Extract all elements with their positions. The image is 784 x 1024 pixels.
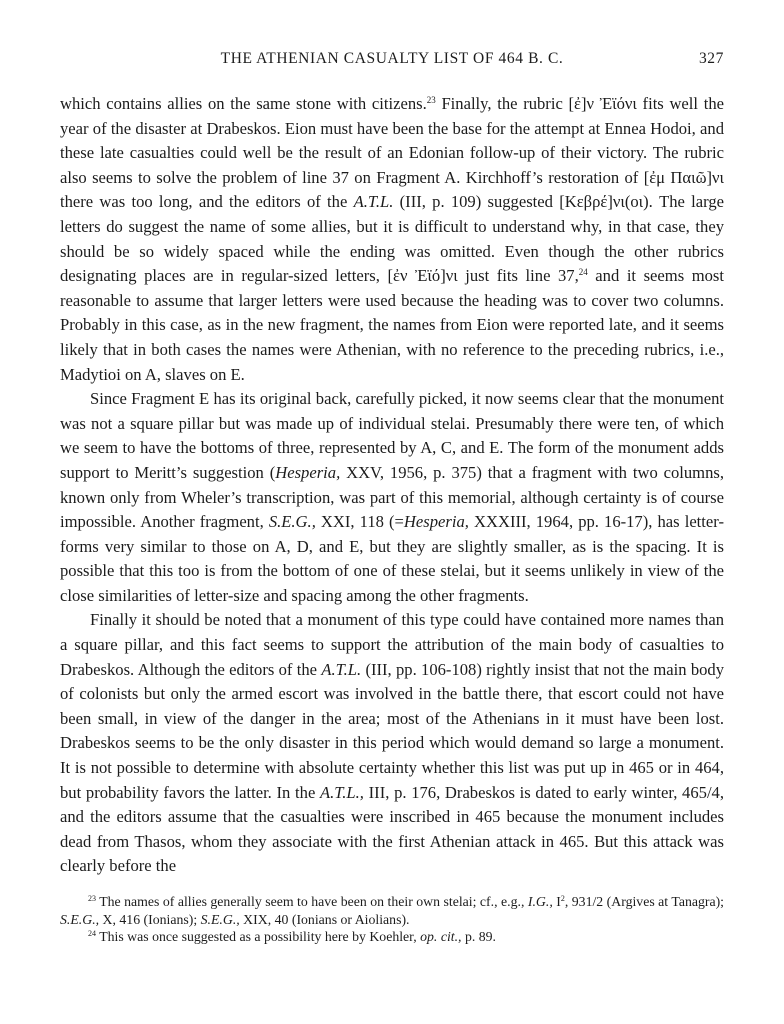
text-run: , 931/2 (Argives at Tanagra); bbox=[564, 894, 725, 909]
italic-text: A.T.L., bbox=[320, 782, 364, 802]
text-run: XXXIII, 1964, pp. 16-17), has letter-forms very similar to those on A, D, and E, but they are slightly smaller, as is the spacing. It is possible that this too is from the bottom of one of these stelai, but it seems unlikely in view of the close similarities of letter-size and spacing among the other fragments. bbox=[60, 512, 724, 605]
footnote-marker: 23 bbox=[426, 95, 436, 105]
footnote-marker: 2 bbox=[560, 894, 565, 903]
footnote-marker: 24 bbox=[88, 929, 96, 939]
italic-text: S.E.G., bbox=[60, 911, 100, 927]
text-run: Since Fragment E has its original back, carefully picked, it now seems clear that the monument was not a square pillar but was made up of individual stelai. Presumably there were ten, of which we seem to have the bottoms of three, represented by A, C, and E. The form of the monument adds support to Meritt’s suggestion ( bbox=[60, 389, 724, 482]
italic-text: S.E.G., bbox=[268, 512, 316, 532]
italic-text: op. cit., bbox=[420, 929, 462, 945]
text-run: XXV, 1956, p. 375) that a fragment with two columns, known only from Wheler’s transcription, was part of this memorial, although certainty is of course impossible. Another fragment, bbox=[60, 462, 724, 532]
text-run: Finally it should be noted that a monument of this type could have contained more names than a square pillar, and this fact seems to support the attribution of the main body of casualties to Drabeskos. Although the editors of the bbox=[60, 610, 724, 679]
italic-text: Hesperia, bbox=[275, 462, 341, 482]
text-run: The names of allies generally seem to have been on their own stelai; cf., e.g., bbox=[96, 894, 528, 909]
text-run: X, 416 (Ionians); bbox=[99, 911, 201, 927]
text-run: I bbox=[552, 894, 561, 909]
text-run: (III, p. 109) suggested [Κεβρέ]νι(οι). The large letters do suggest the name of some allies, but it is difficult to understand why, in that case, they should be so widely spaced while the ending was omitted. Even though the other rubrics designating places are in regular-sized letters, [ἐν Ἐϊό]νι just fits line 37, bbox=[60, 192, 724, 286]
footnote bbox=[60, 893, 724, 928]
running-title: THE ATHENIAN CASUALTY LIST OF 464 B. C. bbox=[220, 50, 564, 67]
paragraph bbox=[60, 92, 724, 387]
text-run: III, p. 176, Drabeskos is dated to early winter, 465/4, and the editors assume that the casualties were inscribed in 465 because the monument includes dead from Thasos, whom they associate with the first Athenian attack in 465. But this attack was clearly before the bbox=[60, 782, 724, 876]
italic-text: Hesperia, bbox=[403, 512, 469, 532]
text-run: XXI, 118 (= bbox=[315, 512, 404, 532]
text-run: and it seems most reasonable to assume that larger letters were used because the heading was to cover two columns. Probably in this case, as in the new fragment, the names from Eion were reported late, and it seems likely that in both cases the names were Athenian, with no reference to the preceding rubrics, i.e., Madytioi on A, slaves on E. bbox=[60, 266, 724, 384]
footnote-marker: 24 bbox=[578, 267, 588, 278]
italic-text: S.E.G., bbox=[200, 911, 240, 927]
text-run: This was once suggested as a possibility here by Koehler, bbox=[96, 929, 421, 945]
page bbox=[60, 50, 724, 946]
body-text bbox=[60, 92, 724, 879]
italic-text: A.T.L. bbox=[321, 659, 362, 679]
footnote bbox=[60, 928, 724, 946]
italic-text: A.T.L. bbox=[353, 192, 394, 212]
text-run: (III, pp. 106-108) rightly insist that not the main body of colonists but only the armed escort was involved in the battle there, that escort could not have been small, in view of the danger in the area; most of the Athenians in it must have been lost. Drabeskos seems to be the only disaster in this period which would demand so large a monument. It is not possible to determine with absolute certainty whether this list was put up in 465 or in 464, but probability favors the latter. In the bbox=[60, 659, 725, 802]
running-head bbox=[60, 50, 724, 72]
paragraph bbox=[60, 608, 724, 879]
text-run: p. 89. bbox=[461, 929, 497, 945]
footnote-marker: 23 bbox=[88, 894, 96, 903]
paragraph bbox=[60, 387, 724, 608]
italic-text: I.G., bbox=[527, 894, 553, 909]
text-run: Finally, the rubric [ἐ]ν Ἐϊόνι fits well the year of the disaster at Drabeskos. Eion must have been the base for the attempt at Ennea Hodoi, and these late casualties could well be the result of an Edonian follow-up of their victory. The rubric also seems to solve the problem of line 37 on Fragment A. Kirchhoff’s restoration of [ἐμ Παιῶ]νι there was too long, and the editors of the bbox=[60, 94, 724, 212]
footnotes bbox=[60, 893, 724, 946]
text-run: XIX, 40 (Ionians or Aiolians). bbox=[239, 911, 410, 927]
page-number: 327 bbox=[698, 50, 724, 67]
text-run: which contains allies on the same stone with citizens. bbox=[60, 94, 427, 113]
